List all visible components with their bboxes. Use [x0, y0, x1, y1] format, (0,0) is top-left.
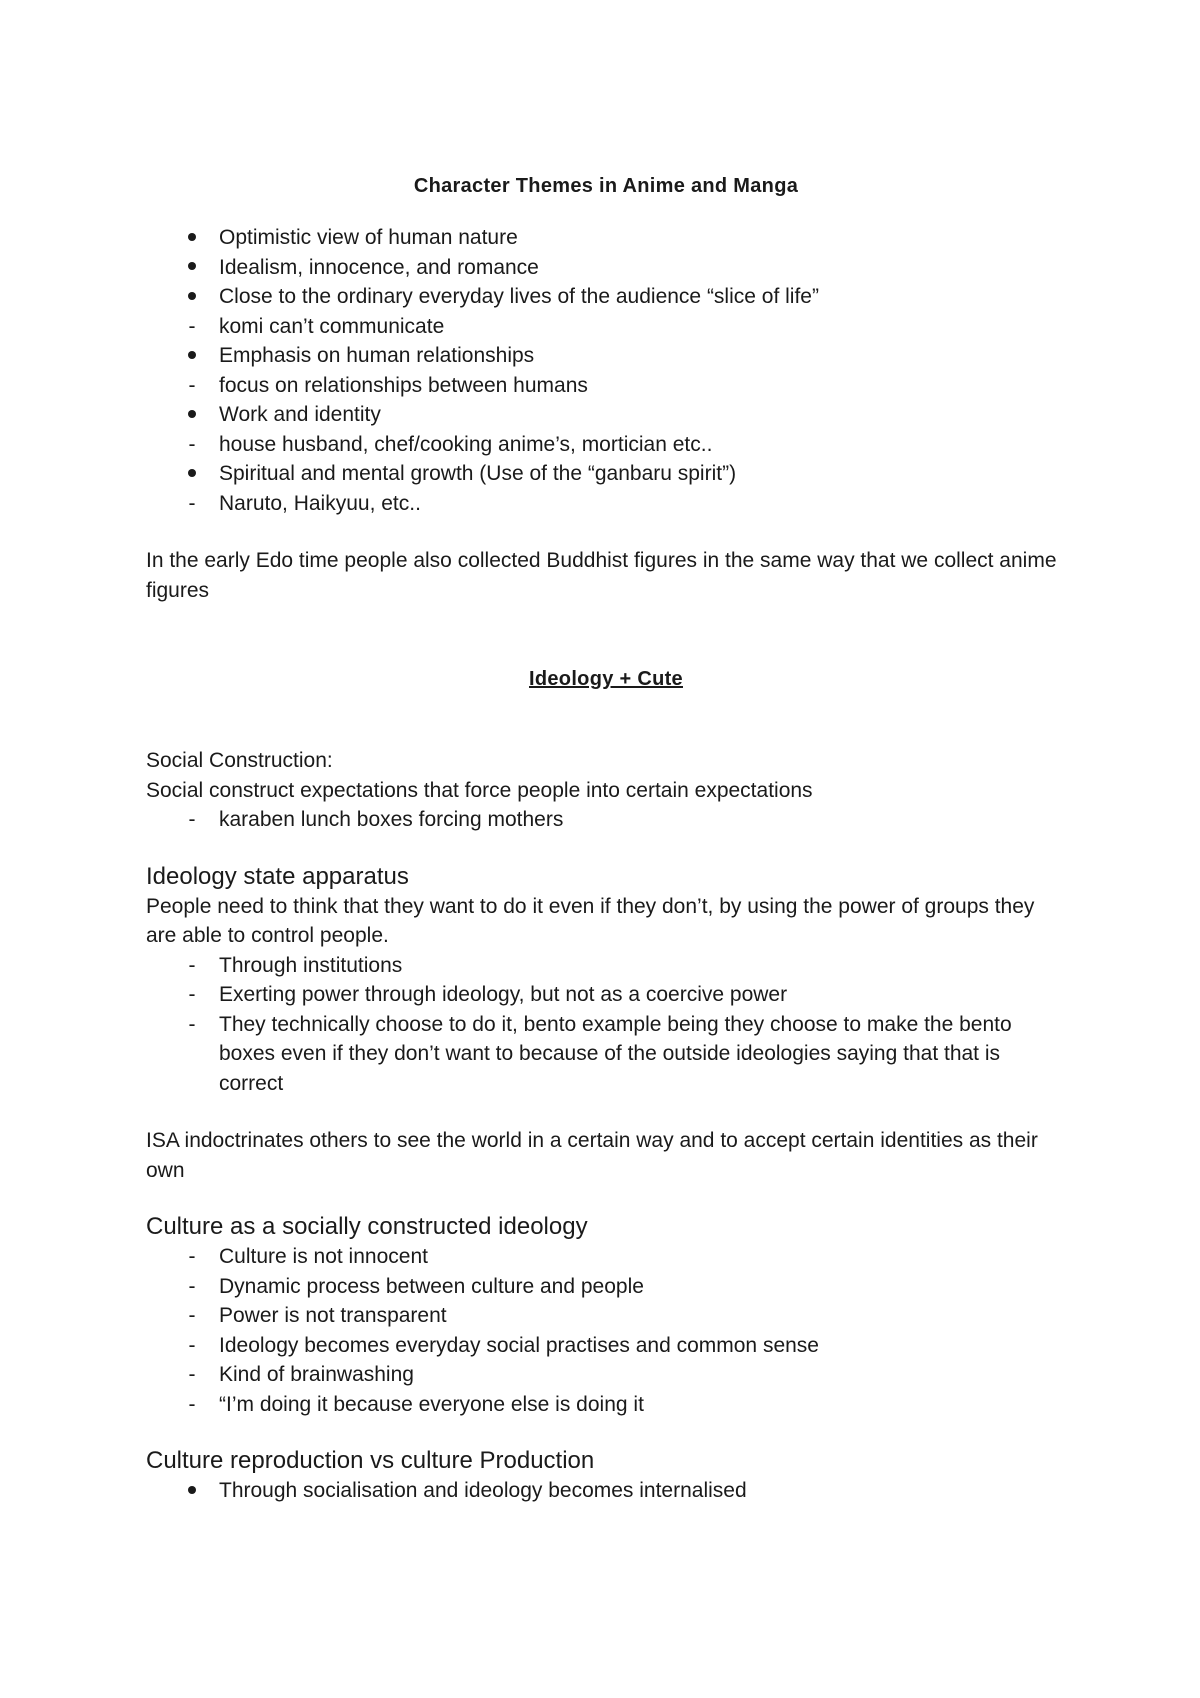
- culture-reproduction-list: [146, 1476, 1066, 1506]
- list-item-text: They technically choose to do it, bento example being they choose to make the bento boxes even if they don’t want to because of the outside ideologies saying that that is correct: [219, 1012, 1012, 1095]
- list-item-text: focus on relationships between humans: [219, 373, 588, 397]
- bullet-dot-icon: [182, 1476, 202, 1506]
- list-item: [146, 400, 1066, 430]
- culture-reproduction-heading: Culture reproduction vs culture Production: [146, 1447, 595, 1474]
- bullet-dot-icon: [182, 459, 202, 489]
- dash-marker-icon: -: [188, 1245, 196, 1268]
- list-item-text: Exerting power through ideology, but not as a coercive power: [219, 983, 788, 1006]
- dash-marker-icon: -: [188, 953, 196, 977]
- list-item: [146, 1242, 1066, 1272]
- bullet-dot-shape: [188, 351, 196, 359]
- list-item: [146, 312, 1066, 342]
- bullet-dot-shape: [188, 1486, 196, 1494]
- list-item: [146, 1010, 1066, 1099]
- list-item: [146, 951, 1066, 981]
- bullet-dot-shape: [188, 233, 196, 241]
- dash-marker-icon: -: [188, 373, 196, 397]
- list-item-text: Through socialisation and ideology becomes internalised: [219, 1479, 747, 1502]
- bullet-dot-icon: [182, 223, 202, 253]
- bullet-dot-shape: [188, 469, 196, 477]
- dash-marker-icon: -: [188, 1012, 196, 1036]
- list-item: [146, 805, 1066, 835]
- isa-heading: Ideology state apparatus: [146, 862, 409, 890]
- bullet-dot-shape: [188, 410, 196, 418]
- list-item: [146, 459, 1066, 489]
- dash-marker-icon: -: [188, 808, 196, 831]
- dash-marker-icon: -: [188, 1304, 196, 1327]
- dash-marker-icon: -: [188, 432, 196, 456]
- list-item-text: Through institutions: [219, 953, 403, 977]
- list-item-text: Work and identity: [219, 403, 381, 426]
- social-construction-line: Social construct expectations that force people into certain expectations: [146, 778, 813, 802]
- list-item: [146, 1476, 1066, 1506]
- social-construction-label: Social Construction:: [146, 749, 333, 772]
- list-item: [146, 1272, 1066, 1302]
- list-item-text: Ideology becomes everyday social practises and common sense: [219, 1333, 819, 1357]
- list-item: [146, 980, 1066, 1010]
- bullet-dot-icon: [182, 253, 202, 283]
- list-item-text: komi can’t communicate: [219, 314, 445, 338]
- bullet-dot-icon: [182, 400, 202, 430]
- section-title-ideology-cute: Ideology + Cute: [529, 668, 683, 690]
- dash-marker-icon: -: [188, 1363, 196, 1386]
- character-themes-list: [146, 223, 1066, 518]
- isa-closing-paragraph: ISA indoctrinates others to see the world in a certain way and to accept certain identities as their own: [146, 1129, 1038, 1182]
- list-item-text: Optimistic view of human nature: [219, 226, 518, 249]
- list-item: [146, 282, 1066, 312]
- culture-ideology-heading: Culture as a socially constructed ideology: [146, 1213, 588, 1240]
- dash-marker-icon: -: [188, 314, 196, 338]
- list-item: [146, 1301, 1066, 1331]
- list-item: [146, 253, 1066, 283]
- list-item: [146, 223, 1066, 253]
- list-item: [146, 1331, 1066, 1361]
- list-item-text: Culture is not innocent: [219, 1245, 428, 1268]
- dash-marker-icon: -: [188, 1392, 196, 1416]
- dash-marker-icon: -: [188, 1333, 196, 1357]
- list-item: [146, 430, 1066, 460]
- document-content: [146, 172, 1066, 1506]
- list-item-text: karaben lunch boxes forcing mothers: [219, 808, 564, 831]
- bullet-dot-shape: [188, 262, 196, 270]
- list-item: [146, 341, 1066, 371]
- section-title-character-themes: Character Themes in Anime and Manga: [413, 175, 799, 197]
- list-item-text: Power is not transparent: [219, 1304, 447, 1327]
- list-item-text: Spiritual and mental growth (Use of the “ganbaru spirit”): [219, 462, 737, 485]
- list-item: [146, 1360, 1066, 1390]
- list-item-text: Emphasis on human relationships: [219, 344, 535, 367]
- dash-marker-icon: -: [188, 983, 196, 1006]
- list-item-text: Dynamic process between culture and people: [219, 1274, 644, 1298]
- dash-marker-icon: -: [188, 491, 196, 515]
- list-item-text: “I’m doing it because everyone else is doing it: [219, 1392, 644, 1416]
- list-item: [146, 371, 1066, 401]
- list-item-text: Kind of brainwashing: [219, 1363, 414, 1386]
- culture-ideology-list: [146, 1242, 1066, 1419]
- dash-marker-icon: -: [188, 1274, 196, 1298]
- list-item-text: Close to the ordinary everyday lives of the audience “slice of life”: [219, 285, 819, 308]
- list-item-text: house husband, chef/cooking anime’s, mortician etc..: [219, 432, 713, 456]
- isa-paragraph: People need to think that they want to do it even if they don’t, by using the power of groups they are able to control people.: [146, 894, 1035, 947]
- isa-list: [146, 951, 1066, 1099]
- bullet-dot-shape: [188, 292, 196, 300]
- social-construction-list: [146, 805, 1066, 835]
- edo-paragraph: In the early Edo time people also collected Buddhist figures in the same way that we collect anime figures: [146, 549, 1057, 602]
- list-item: [146, 1390, 1066, 1420]
- bullet-dot-icon: [182, 282, 202, 312]
- list-item-text: Naruto, Haikyuu, etc..: [219, 491, 421, 515]
- bullet-dot-icon: [182, 341, 202, 371]
- list-item: [146, 489, 1066, 519]
- list-item-text: Idealism, innocence, and romance: [219, 255, 539, 279]
